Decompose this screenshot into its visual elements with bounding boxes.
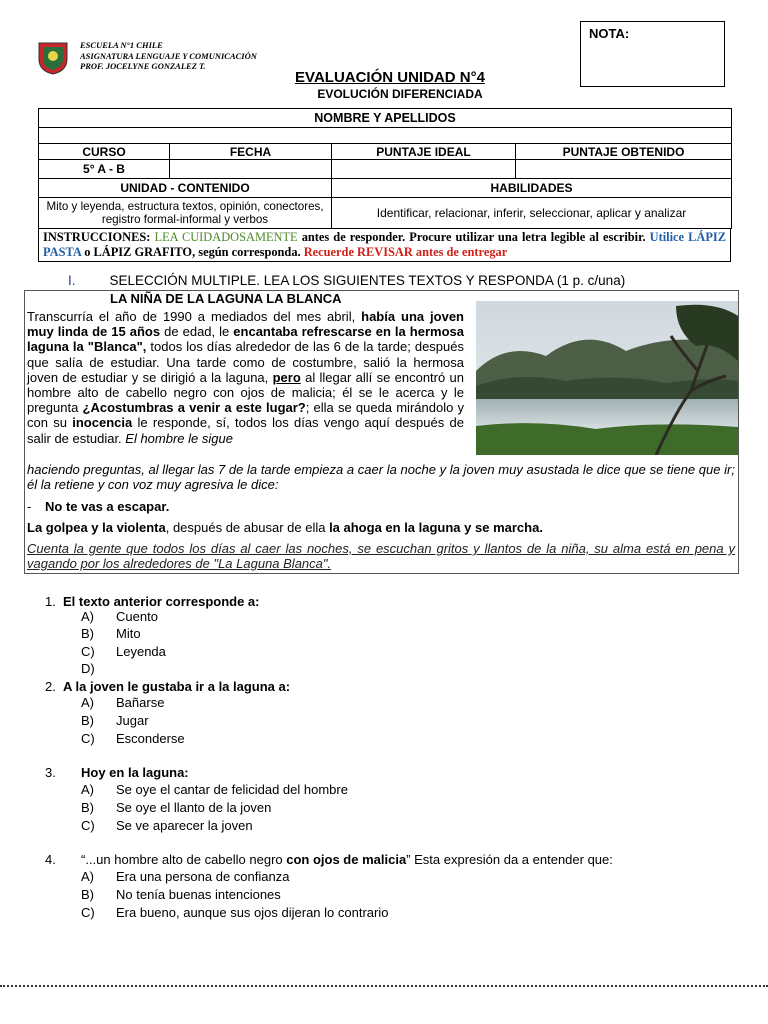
question-1-option-b[interactable] — [81, 626, 141, 641]
question-3-option-b[interactable] — [81, 800, 271, 815]
story-text — [27, 309, 464, 446]
story-s6: le responde, sí, todos los días vengo aquí después de salir de estudiar. — [27, 415, 464, 446]
school-name: ESCUELA N°1 CHILE — [80, 40, 163, 50]
climax-s1: , después de abusar de ella — [165, 520, 330, 535]
instructions-part1: antes de responder. Procure utilizar una letra legible al escribir. — [297, 230, 650, 244]
option-text: Cuento — [116, 609, 158, 624]
question-1-option-c[interactable] — [81, 644, 166, 659]
question-2-option-b[interactable] — [81, 713, 149, 728]
option-text: Jugar — [116, 713, 149, 728]
question-4-number: 4. — [45, 852, 56, 867]
option-text: Leyenda — [116, 644, 166, 659]
option-letter: C) — [81, 818, 95, 833]
question-1-text: El texto anterior corresponde a: — [63, 594, 260, 609]
puntaje-obtenido-header: PUNTAJE OBTENIDO — [516, 144, 732, 160]
question-3-text: Hoy en la laguna: — [81, 765, 189, 780]
story-b4: inocencia — [72, 415, 133, 431]
page-divider — [0, 985, 768, 987]
option-letter: B) — [81, 713, 94, 728]
story-b1: había una joven muy linda de 15 años — [27, 309, 464, 340]
option-letter: A) — [81, 609, 94, 624]
dialogue-line — [27, 499, 169, 514]
question-2-number: 2. — [45, 679, 56, 694]
dialogue-text: No te vas a escapar. — [45, 499, 170, 514]
option-letter: A) — [81, 869, 94, 884]
story-italic-start: El hombre le sigue — [125, 430, 233, 446]
habilidades-value: Identificar, relacionar, inferir, seleccionar, aplicar y analizar — [332, 198, 732, 229]
option-text: Era bueno, aunque sus ojos dijeran lo contrario — [116, 905, 389, 920]
question-2-option-a[interactable] — [81, 695, 164, 710]
page-subtitle: EVOLUCIÓN DIFERENCIADA — [317, 87, 483, 101]
option-text: Mito — [116, 626, 141, 641]
puntaje-ideal-field[interactable] — [332, 160, 516, 179]
climax-b1: La golpea y la violenta — [27, 520, 166, 535]
dialogue-dash: - — [27, 499, 32, 514]
option-letter: C) — [81, 731, 95, 746]
lake-photo — [476, 301, 738, 455]
option-text: No tenía buenas intenciones — [116, 887, 281, 902]
option-letter: A) — [81, 782, 94, 797]
option-letter: C) — [81, 905, 95, 920]
option-text: Esconderse — [116, 731, 185, 746]
story-ending: Cuenta la gente que todos los días al caer las noches, se escuchan gritos y llantos de la niña, su alma está en pena y vagando por los alrededores de "La Laguna Blanca". — [27, 541, 735, 571]
unidad-header: UNIDAD - CONTENIDO — [39, 179, 332, 198]
question-1-option-a[interactable] — [81, 609, 158, 624]
curso-value: 5° A - B — [39, 160, 170, 179]
unidad-value: Mito y leyenda, estructura textos, opinión, conectores, registro formal-informal y verbos — [39, 198, 332, 229]
curso-header: CURSO — [39, 144, 170, 160]
habilidades-header: HABILIDADES — [332, 179, 732, 198]
teacher-name: PROF. JOCELYNE GONZALEZ T. — [80, 61, 206, 71]
question-3-option-a[interactable] — [81, 782, 348, 797]
climax-b2: la ahoga en la laguna y se marcha. — [329, 520, 543, 535]
story-climax — [27, 520, 543, 535]
question-2 — [45, 679, 290, 694]
section-text: SELECCIÓN MULTIPLE. LEA LOS SIGUIENTES TEXTOS Y RESPONDA (1 p. c/una) — [109, 273, 626, 288]
story-s5: ; ella se queda mirándolo y con su — [27, 400, 464, 431]
option-text: Se ve aparecer la joven — [116, 818, 253, 833]
student-info-table — [38, 108, 732, 229]
story-s4: al llegar allí se encontró un hombre alto de cabello negro con ojos de malicia; él se le acerca y le pregunta — [27, 369, 464, 416]
story-b3: ¿Acostumbras a venir a este lugar? — [82, 400, 306, 416]
grade-label: NOTA: — [589, 26, 630, 41]
option-letter: D) — [81, 661, 95, 676]
fecha-field[interactable] — [170, 160, 332, 179]
name-header: NOMBRE Y APELLIDOS — [39, 109, 732, 128]
name-field[interactable] — [39, 128, 732, 144]
instructions-lea: LEA CUIDADOSAMENTE — [154, 230, 298, 244]
school-info — [80, 40, 257, 72]
story-title: LA NIÑA DE LA LAGUNA LA BLANCA — [110, 291, 342, 306]
question-1-number: 1. — [45, 594, 56, 609]
story-b2: encantaba refrescarse en la hermosa laguna la "Blanca", — [27, 324, 464, 355]
question-4-option-b[interactable] — [81, 887, 281, 902]
story-s2: de edad, le — [160, 324, 234, 340]
option-letter: B) — [81, 887, 94, 902]
question-4-option-c[interactable] — [81, 905, 388, 920]
page-title: EVALUACIÓN UNIDAD N°4 — [295, 69, 485, 86]
instructions-label: INSTRUCCIONES: — [43, 230, 151, 244]
instructions-recuerde: Recuerde REVISAR antes de entregar — [303, 245, 508, 259]
instructions-part2: o LÁPIZ GRAFITO, según corresponda. — [81, 245, 304, 259]
question-3 — [45, 765, 189, 780]
option-text: Se oye el cantar de felicidad del hombre — [116, 782, 348, 797]
instructions — [38, 228, 731, 262]
option-letter: C) — [81, 644, 95, 659]
story-pero: pero — [272, 369, 301, 385]
puntaje-ideal-header: PUNTAJE IDEAL — [332, 144, 516, 160]
option-text: Bañarse — [116, 695, 165, 710]
question-4-text-pre: “...un hombre alto de cabello negro — [81, 852, 287, 867]
question-4-text-bold: con ojos de malicia — [286, 852, 407, 867]
question-2-text: A la joven le gustaba ir a la laguna a: — [63, 679, 291, 694]
option-letter: A) — [81, 695, 94, 710]
story-s3: todos los días alrededor de las 6 de la tarde; después que salía de estudiar. Una tarde como de costumbre, salió la hermosa joven de estudiar y se dirigió a la laguna, — [27, 339, 464, 385]
question-4 — [45, 852, 613, 867]
option-letter: B) — [81, 626, 94, 641]
option-text: Se oye el llanto de la joven — [116, 800, 272, 815]
subject-name: ASIGNATURA LENGUAJE Y COMUNICACIÓN — [80, 50, 257, 61]
story-s1: Transcurría el año de 1990 a mediados del mes abril, — [27, 309, 362, 324]
instructions-utilice: Utilice LÁPIZ PASTA — [43, 230, 726, 259]
question-2-option-c[interactable] — [81, 731, 185, 746]
section-number: I. — [68, 273, 76, 288]
option-text: Era una persona de confianza — [116, 869, 290, 884]
puntaje-obtenido-field[interactable] — [516, 160, 732, 179]
fecha-header: FECHA — [170, 144, 332, 160]
question-1 — [45, 594, 260, 609]
question-3-number: 3. — [45, 765, 56, 780]
section-heading — [68, 273, 625, 288]
option-letter: B) — [81, 800, 94, 815]
question-3-option-c[interactable] — [81, 818, 253, 833]
question-4-option-a[interactable] — [81, 869, 289, 884]
story-italic-cont: haciendo preguntas, al llegar las 7 de la tarde empieza a caer la noche y la joven muy asustada le dice que se tiene que ir; él la retiene y con voz muy agresiva le dice: — [27, 462, 735, 493]
question-4-text-post: ” Esta expresión da a entender que: — [406, 852, 613, 867]
question-1-option-d[interactable] — [81, 661, 116, 676]
